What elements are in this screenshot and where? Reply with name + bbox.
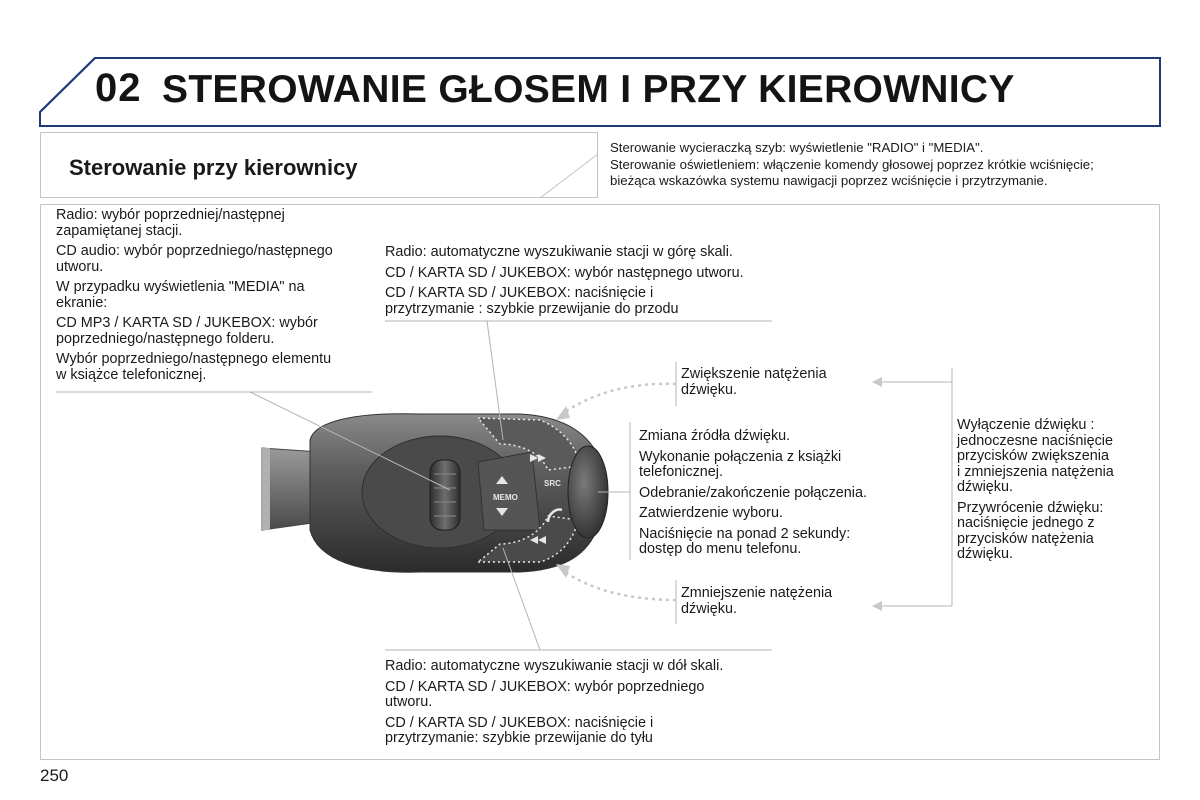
callout-source-phone bbox=[639, 429, 909, 563]
section-title: Sterowanie przy kierownicy bbox=[69, 155, 358, 180]
page-number: 250 bbox=[40, 766, 69, 785]
src-label: SRC bbox=[544, 479, 561, 488]
callout-mute bbox=[957, 418, 1157, 568]
callout-text: Naciśnięcie na ponad 2 sekundy: dostęp do menu telefonu. bbox=[639, 525, 851, 557]
callout-text: Zwiększenie natężenia dźwięku. bbox=[681, 366, 827, 398]
chapter-number: 02 bbox=[95, 66, 142, 110]
chapter-title: STEROWANIE GŁOSEM I PRZY KIEROWNICY bbox=[162, 68, 1015, 111]
callout-seek-down bbox=[385, 659, 785, 752]
callout-text: Wykonanie połączenia z książki telefonicznej. bbox=[639, 448, 842, 480]
callout-text: Odebranie/zakończenie połączenia. bbox=[639, 484, 868, 501]
thumb-wheel[interactable] bbox=[430, 460, 460, 530]
callout-text: Wyłączenie dźwięku : jednoczesne naciśnięcie przycisków zwiększenia i zmniejszenia natężenia dźwięku. bbox=[957, 417, 1114, 495]
callout-text: Zmniejszenie natężenia dźwięku. bbox=[681, 585, 833, 617]
callout-text: CD / KARTA SD / JUKEBOX: naciśnięcie i przytrzymanie: szybkie przewijanie do tyłu bbox=[385, 714, 654, 746]
callout-text: Przywrócenie dźwięku: naciśnięcie jednego z przycisków natężenia dźwięku. bbox=[957, 499, 1104, 562]
callout-text: CD audio: wybór poprzedniego/następnego utworu. bbox=[56, 243, 333, 275]
callout-text: CD / KARTA SD / JUKEBOX: wybór poprzedniego utworu. bbox=[385, 678, 705, 710]
callout-seek-up bbox=[385, 245, 785, 322]
callout-text: CD MP3 / KARTA SD / JUKEBOX: wybór poprzedniego/następnego folderu. bbox=[56, 315, 318, 347]
top-note-line: Sterowanie wycieraczką szyb: wyświetlenie "RADIO" i "MEDIA". bbox=[610, 140, 984, 155]
callout-text: CD / KARTA SD / JUKEBOX: naciśnięcie i przytrzymanie : szybkie przewijanie do przodu bbox=[385, 285, 679, 317]
callout-volume-down bbox=[681, 586, 881, 622]
volume-down-arrow bbox=[556, 564, 676, 600]
callout-text: Radio: automatyczne wyszukiwanie stacji w górę skali. bbox=[385, 244, 733, 260]
callout-volume-up bbox=[681, 367, 881, 403]
volume-up-arrow bbox=[556, 384, 676, 420]
callout-text: CD / KARTA SD / JUKEBOX: wybór następnego utworu. bbox=[385, 264, 744, 281]
top-note-line: Sterowanie oświetleniem: włączenie komendy głosowej poprzez krótkie wciśnięcie; bbox=[610, 156, 1094, 172]
memo-button[interactable] bbox=[478, 452, 540, 530]
callout-text: Wybór poprzedniego/następnego elementu w książce telefonicznej. bbox=[56, 351, 332, 383]
memo-label: MEMO bbox=[493, 493, 518, 502]
callout-text: Zatwierdzenie wyboru. bbox=[639, 505, 783, 521]
callout-text: Zmiana źródła dźwięku. bbox=[639, 428, 791, 444]
callout-text: Radio: automatyczne wyszukiwanie stacji w dół skali. bbox=[385, 658, 724, 674]
callout-text: W przypadku wyświetlenia "MEDIA" na ekranie: bbox=[56, 279, 305, 311]
callout-previous-next bbox=[56, 208, 376, 388]
callout-text: Radio: wybór poprzedniej/następnej zapamiętanej stacji. bbox=[56, 207, 285, 239]
top-note-line: bieżąca wskazówka systemu nawigacji poprzez wciśnięcie i przytrzymanie. bbox=[610, 173, 1048, 188]
